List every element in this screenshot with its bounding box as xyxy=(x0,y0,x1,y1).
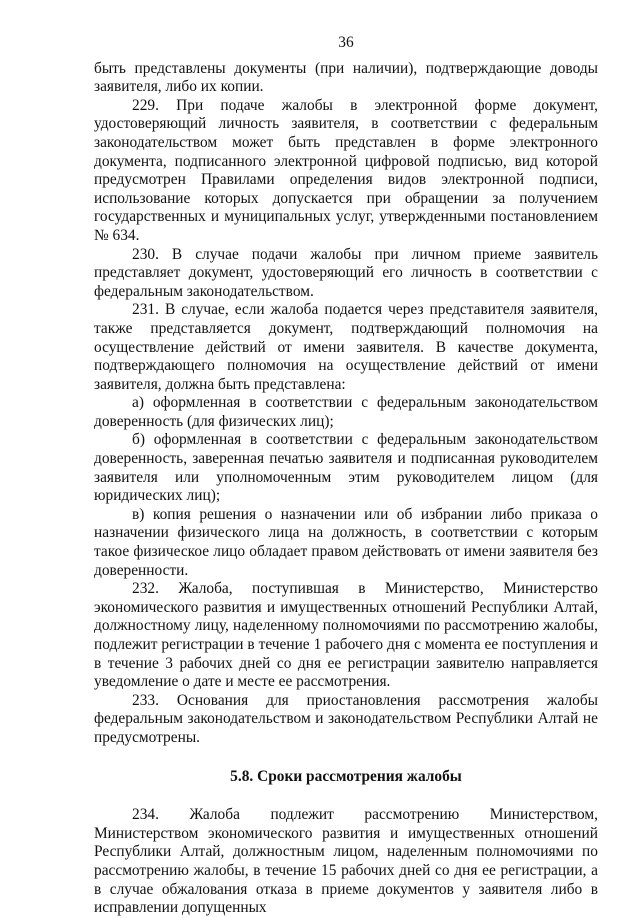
paragraph-229: 229. При подаче жалобы в электронной форме документ, удостоверяющий личность заявителя, в соответствии с федеральным законодательством может быть представлен в форме электронного документа, подписанного электронной цифровой подписью, вид которой предусмотрен Правилами определения видов электронной подписи, использование которых допускается при обращении за получением государственных и муниципальных услуг, утвержденными постановлением № 634. xyxy=(94,96,598,244)
paragraph-234: 234. Жалоба подлежит рассмотрению Министерством, Министерством экономического развития и имущественных отношений Республики Алтай, должностным лицом, наделенным полномочиями по рассмотрению жалобы, в течение 15 рабочих дней со дня ее регистрации, а в случае обжалования отказа в приеме документов у заявителя либо в исправлении допущенных xyxy=(94,806,598,917)
paragraph-231-b: б) оформленная в соответствии с федеральным законодательством доверенность, заверенная печатью заявителя и подписанная руководителем заявителя или уполномоченным этим руководителем лицом (для юридических лиц); xyxy=(94,431,598,505)
paragraph-231: 231. В случае, если жалоба подается через представителя заявителя, также представляется документ, подтверждающий полномочия на осуществление действий от имени заявителя. В качестве документа, подтверждающего полномочия на осуществление действий от имени заявителя, должна быть представлена: xyxy=(94,301,598,393)
section-heading-5-8: 5.8. Сроки рассмотрения жалобы xyxy=(230,767,462,785)
paragraph-233: 233. Основания для приостановления рассмотрения жалобы федеральным законодательством и законодательством Республики Алтай не предусмотрены. xyxy=(94,691,598,746)
paragraph-232: 232. Жалоба, поступившая в Министерство, Министерство экономического развития и имущественных отношений Республики Алтай, должностному лицу, наделенному полномочиями по рассмотрению жалобы, подлежит регистрации в течение 1 рабочего дня с момента ее поступления и в течение 3 рабочих дней со дня ее регистрации заявителю направляется уведомление о дате и месте ее рассмотрения. xyxy=(94,580,598,691)
paragraph-231-c: в) копия решения о назначении или об избрании либо приказа о назначении физического лица на должность, в соответствии с которым такое физическое лицо обладает правом действовать от имени заявителя без доверенности. xyxy=(94,505,598,579)
paragraph-continuation: быть представлены документы (при наличии), подтверждающие доводы заявителя, либо их копии. xyxy=(94,59,598,96)
paragraph-230: 230. В случае подачи жалобы при личном приеме заявитель представляет документ, удостоверяющий его личность в соответствии с федеральным законодательством. xyxy=(94,245,598,300)
page-number: 36 xyxy=(338,34,354,51)
paragraph-231-a: а) оформленная в соответствии с федеральным законодательством доверенность (для физических лиц); xyxy=(94,394,598,430)
document-page xyxy=(94,34,598,918)
